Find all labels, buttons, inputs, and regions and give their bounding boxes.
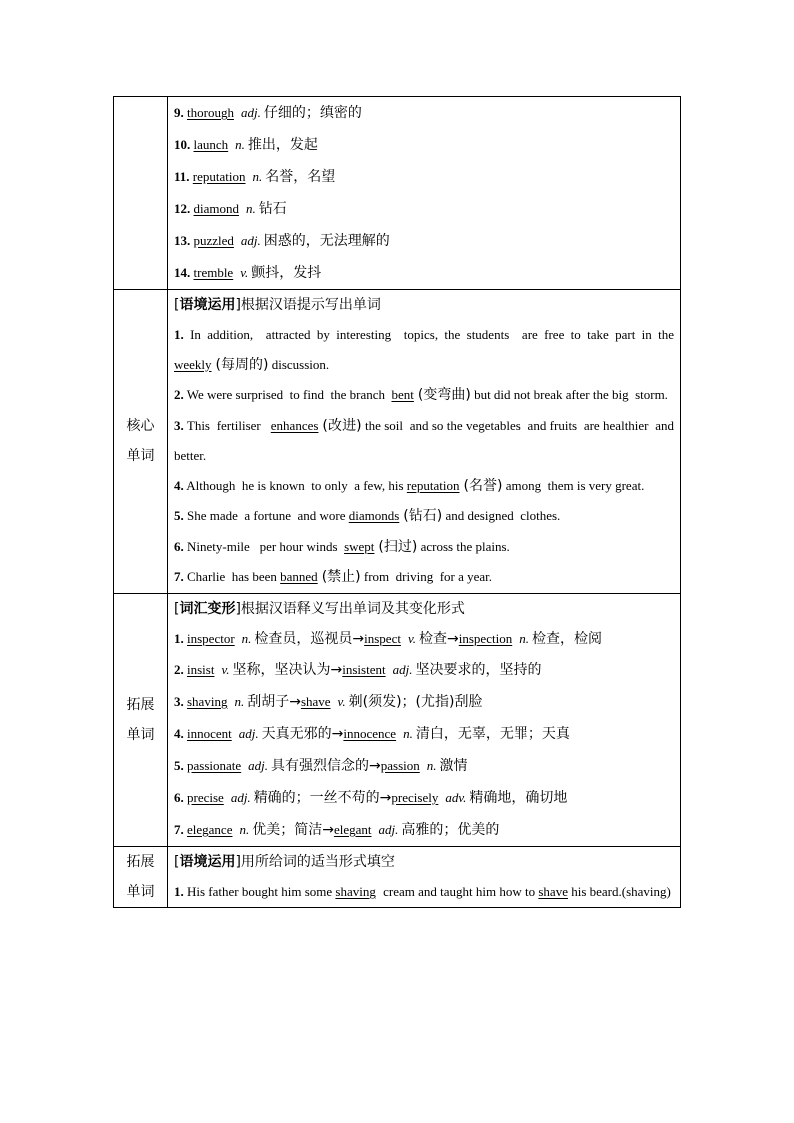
chinese-hint: (改进) [322,417,362,434]
word-item [174,161,674,193]
sentence-list [174,320,678,593]
sentence-text: Ninety-mile per hour winds [187,538,345,554]
item-number: 3. [174,417,184,433]
item-number: 14. [174,265,191,280]
sentence-item [174,320,678,380]
answer-blank: reputation [192,169,246,184]
part-of-speech: adj. [230,790,251,805]
part-of-speech: n. [239,822,250,837]
label-text: 核心 单词 [126,418,155,465]
answer-blank: shaving [335,884,376,899]
answer-blank: inspection [458,630,513,646]
meaning: 天真无邪的→ [261,726,344,742]
meaning: 检查员，巡视员→ [254,630,365,647]
answer-blank: insistent [342,662,386,677]
meaning: 精确地，确切地 [469,790,568,806]
part-of-speech: v. [337,694,346,709]
part-of-speech: n. [252,169,263,184]
word-item [174,257,674,289]
sentence-text: across the plains. [417,538,510,554]
item-number: 6. [174,538,184,554]
part-of-speech: n. [519,630,529,646]
chinese-hint: (变弯曲) [417,387,471,403]
word-form-item [174,814,674,846]
part-of-speech: adj. [240,233,261,248]
meaning: 优美；简洁→ [252,822,334,838]
answer-blank: inspector [187,630,235,646]
core-words-cell [168,290,681,594]
answer-blank: passionate [187,758,242,773]
meaning: 检查→ [419,630,459,647]
section-heading: [语境运用]根据汉语提示写出单词 [174,297,381,313]
answer-blank: elegance [187,822,233,837]
sentence-text: the soil and so the vegetables and fruits are healthier and better. [174,417,678,463]
part-of-speech: n. [234,694,245,709]
word-list [174,97,674,289]
meaning: 检查，检阅 [531,630,602,647]
answer-blank: weekly [174,356,212,372]
sentence-text: This fertiliser [186,417,271,433]
answer-blank: swept [344,538,375,554]
sentence-text: Charlie has been [187,569,281,584]
item-number: 12. [174,201,191,216]
sentence-text: We were surprised to find the branch [186,387,392,402]
section-heading: [语境运用]用所给词的适当形式填空 [174,854,395,870]
answer-blank: thorough [187,105,234,120]
meaning: 刮胡子→ [247,694,301,710]
item-number: 9. [174,105,184,120]
practice-sentence: 1. His father bought him some shaving cream and taught him how to shave his beard.(shaving) [174,884,671,899]
item-number: 5. [174,758,184,773]
part-of-speech: v. [407,630,417,646]
chinese-hint: (名誉) [463,477,503,494]
item-number: 7. [174,569,184,584]
word-list-cell [168,97,681,290]
meaning: 推出，发起 [247,137,318,153]
sentence-item [174,501,674,532]
part-of-speech: adj. [238,726,259,741]
item-number: 6. [174,790,184,805]
sentence-item [174,380,674,411]
sentence-text: among them is very great. [502,477,645,493]
part-of-speech: v. [240,265,249,280]
row-word-list [114,97,681,290]
answer-blank: elegant [333,822,372,837]
word-form-item [174,782,674,814]
meaning: 精确的；一丝不苟的→ [253,790,392,806]
answer-blank: precisely [391,790,439,805]
item-number: 2. [174,387,184,402]
word-item [174,225,674,257]
row-extended-words [114,593,681,847]
sentence-item [174,411,678,471]
chinese-hint: (禁止) [321,569,361,585]
answer-blank: shave [300,694,331,709]
meaning: 具有强烈信念的→ [271,758,381,774]
vocabulary-table [113,96,681,908]
part-of-speech: n. [235,137,245,152]
label-text: 拓展 单词 [126,696,155,743]
row-label-core-words [114,290,168,594]
chinese-hint: (每周的) [215,356,269,373]
answer-blank: tremble [193,265,234,280]
word-item [174,193,674,225]
answer-blank: innocent [187,726,232,741]
meaning: 钻石 [258,201,287,217]
answer-blank: puzzled [193,233,234,248]
sentence-text: from driving for a year. [360,569,493,584]
item-number: 7. [174,822,184,837]
row-label-empty [114,97,168,290]
sentence-text: In addition, attracted by interesting topics, the students are free to take part in the [190,327,678,342]
part-of-speech: adj. [392,662,413,677]
sentence-item [174,562,674,593]
meaning: 困惑的，无法理解的 [263,233,390,249]
sentence-item [174,532,674,563]
part-of-speech: adj. [240,105,261,120]
word-form-item [174,686,674,718]
item-number: 2. [174,662,184,677]
section-heading: [词汇变形]根据汉语释义写出单词及其变化形式 [174,600,465,617]
answer-blank: bent [391,387,414,402]
answer-blank: precise [187,790,224,805]
practice-cell [168,847,681,908]
word-form-item [174,718,674,750]
answer-blank: reputation [406,477,460,493]
part-of-speech: n. [403,726,413,741]
meaning: 剃(须发)；(尤指)刮脸 [348,694,483,710]
answer-blank: insist [187,662,215,677]
answer-blank: diamonds [348,508,400,523]
row-label-extended-words [114,593,168,847]
meaning: 高雅的；优美的 [401,822,500,838]
answer-blank: enhances [270,417,319,433]
meaning: 仔细的；缜密的 [263,105,362,121]
word-form-item [174,750,674,782]
sentence-item [174,471,674,502]
label-text: 拓展 单词 [126,854,155,900]
part-of-speech: adv. [445,790,467,805]
answer-blank: innocence [343,726,397,741]
chinese-hint: (钻石) [403,508,443,524]
sentence-text: but did not break after the big storm. [470,387,668,402]
row-core-words [114,290,681,594]
answer-blank: shaving [187,694,228,709]
item-number: 10. [174,137,191,152]
answer-blank: banned [280,569,318,584]
sentence-text: She made a fortune and wore [187,508,349,523]
row-extended-words-practice [114,847,681,908]
meaning: 清白，无辜，无罪；天真 [415,726,570,742]
word-item [174,97,674,129]
answer-blank: shave [538,884,568,899]
item-number: 4. [174,726,184,741]
sentence-text: discussion. [268,356,330,372]
meaning: 坚决要求的，坚持的 [415,662,542,678]
item-number: 13. [174,233,191,248]
word-item [174,129,674,161]
part-of-speech: n. [241,630,252,646]
sentence-text: Although he is known to only a few, his [186,477,407,493]
answer-blank: launch [193,137,229,152]
word-form-item [174,654,674,686]
meaning: 激情 [439,758,468,774]
item-number: 1. [174,327,184,342]
part-of-speech: adj. [378,822,399,837]
part-of-speech: n. [426,758,437,773]
answer-blank: inspect [364,630,401,646]
item-number: 4. [174,477,184,493]
meaning: 坚称，坚决认为→ [232,662,343,678]
word-form-list [174,624,674,847]
part-of-speech: n. [246,201,256,216]
sentence-text: and designed clothes. [442,508,561,523]
item-number: 5. [174,508,184,523]
answer-blank: passion [380,758,420,773]
extended-words-cell [168,593,681,847]
part-of-speech: v. [221,662,230,677]
item-number: 3. [174,694,184,709]
item-number: 11. [174,169,190,184]
meaning: 名誉，名望 [265,169,336,185]
answer-blank: diamond [193,201,239,216]
part-of-speech: adj. [248,758,269,773]
item-number: 1. [174,630,184,646]
chinese-hint: (扫过) [378,538,418,555]
meaning: 颤抖，发抖 [251,265,322,281]
word-form-item [174,624,674,655]
row-label-extended-words-practice [114,847,168,908]
